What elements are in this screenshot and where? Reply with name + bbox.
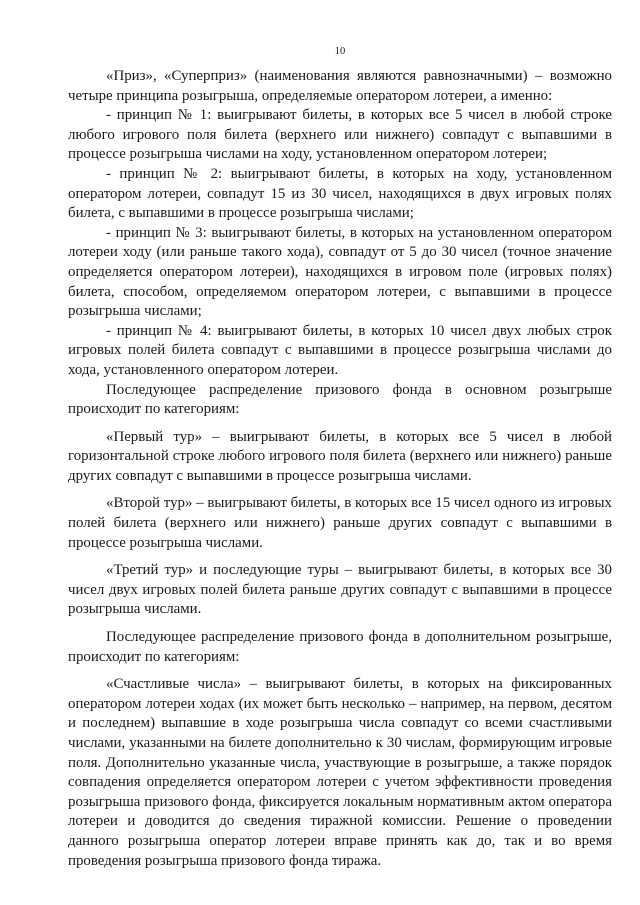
paragraph-principle-3: - принцип № 3: выигрывают билеты, в которых на установленном оператором лотереи ходу (или раньше такого хода), совпадут от 5 до 30 чисел (точное значение определяется оператором лотереи), находящихся в игровом поле (игровых полях) билета, способом, определяемом оператором лотереи, с выпавшими в процессе розыгрыша числами; [68, 224, 612, 320]
paragraph-additional-distribution: Последующее распределение призового фонда в дополнительном розыгрыше, происходит по категориям: [68, 629, 612, 665]
page-number: 10 [334, 46, 346, 57]
paragraph-prize-intro: «Приз», «Суперприз» (наименования являются равнозначными) – возможно четыре принципа розыгрыша, определяемые оператором лотереи, а именно: [68, 68, 612, 104]
paragraph-first-round: «Первый тур» – выигрывают билеты, в которых все 5 чисел в любой горизонтальной строке любого игрового поля билета (верхнего или нижнего) раньше других совпадут с выпавшими в процессе розыгрыша числами. [68, 428, 612, 484]
paragraph-principle-4: - принцип № 4: выигрывают билеты, в которых 10 чисел двух любых строк игровых полей билета совпадут с выпавшими в процессе розыгрыша числами до хода, установленного оператором лотереи. [68, 322, 612, 378]
paragraph-main-distribution: Последующее распределение призового фонда в основном розыгрыше происходит по категориям: [68, 381, 612, 418]
paragraph-lucky-numbers: «Счастливые числа» – выигрывают билеты, в которых на фиксированных оператором лотереи ходах (их может быть несколько – например, на первом, десятом и последнем) выпавшие в ходе розыгрыша числа совпадут со всеми счастливыми числами, указанными на билете дополнительно к 30 числам, формирующим игровые поля. Дополнительно указанные числа, участвующие в розыгрыше, а также порядок совпадения определяется оператором лотереи с учетом эффективности проведения розыгрыша призового фонда, фиксируется локальным нормативным актом оператора лотереи и доводится до сведения тиражной комиссии. Решение о проведении данного розыгрыша оператор лотереи вправе принять как до, так и во время проведения розыгрыша призового фонда тиража. [68, 676, 612, 869]
document-body [68, 67, 612, 871]
paragraph-second-round: «Второй тур» – выигрывают билеты, в которых все 15 чисел одного из игровых полей билета (верхнего или нижнего) раньше других совпадут с выпавшими в процессе розыгрыша числами. [68, 495, 612, 551]
paragraph-principle-1: - принцип № 1: выигрывают билеты, в которых все 5 чисел в любой строке любого игрового поля билета (верхнего или нижнего) совпадут с выпавшими в процессе розыгрыша числами на ходу, установленном оператором лотереи; [68, 107, 612, 163]
paragraph-third-round: «Третий тур» и последующие туры – выигрывают билеты, в которых все 30 чисел двух игровых полей билета раньше других совпадут с выпавшими в процессе розыгрыша числами. [68, 562, 612, 618]
paragraph-principle-2: - принцип № 2: выигрывают билеты, в которых на ходу, установленном оператором лотереи, совпадут 15 из 30 чисел, находящихся в двух игровых полях билета, с выпавшими в процессе розыгрыша числами; [68, 165, 612, 222]
